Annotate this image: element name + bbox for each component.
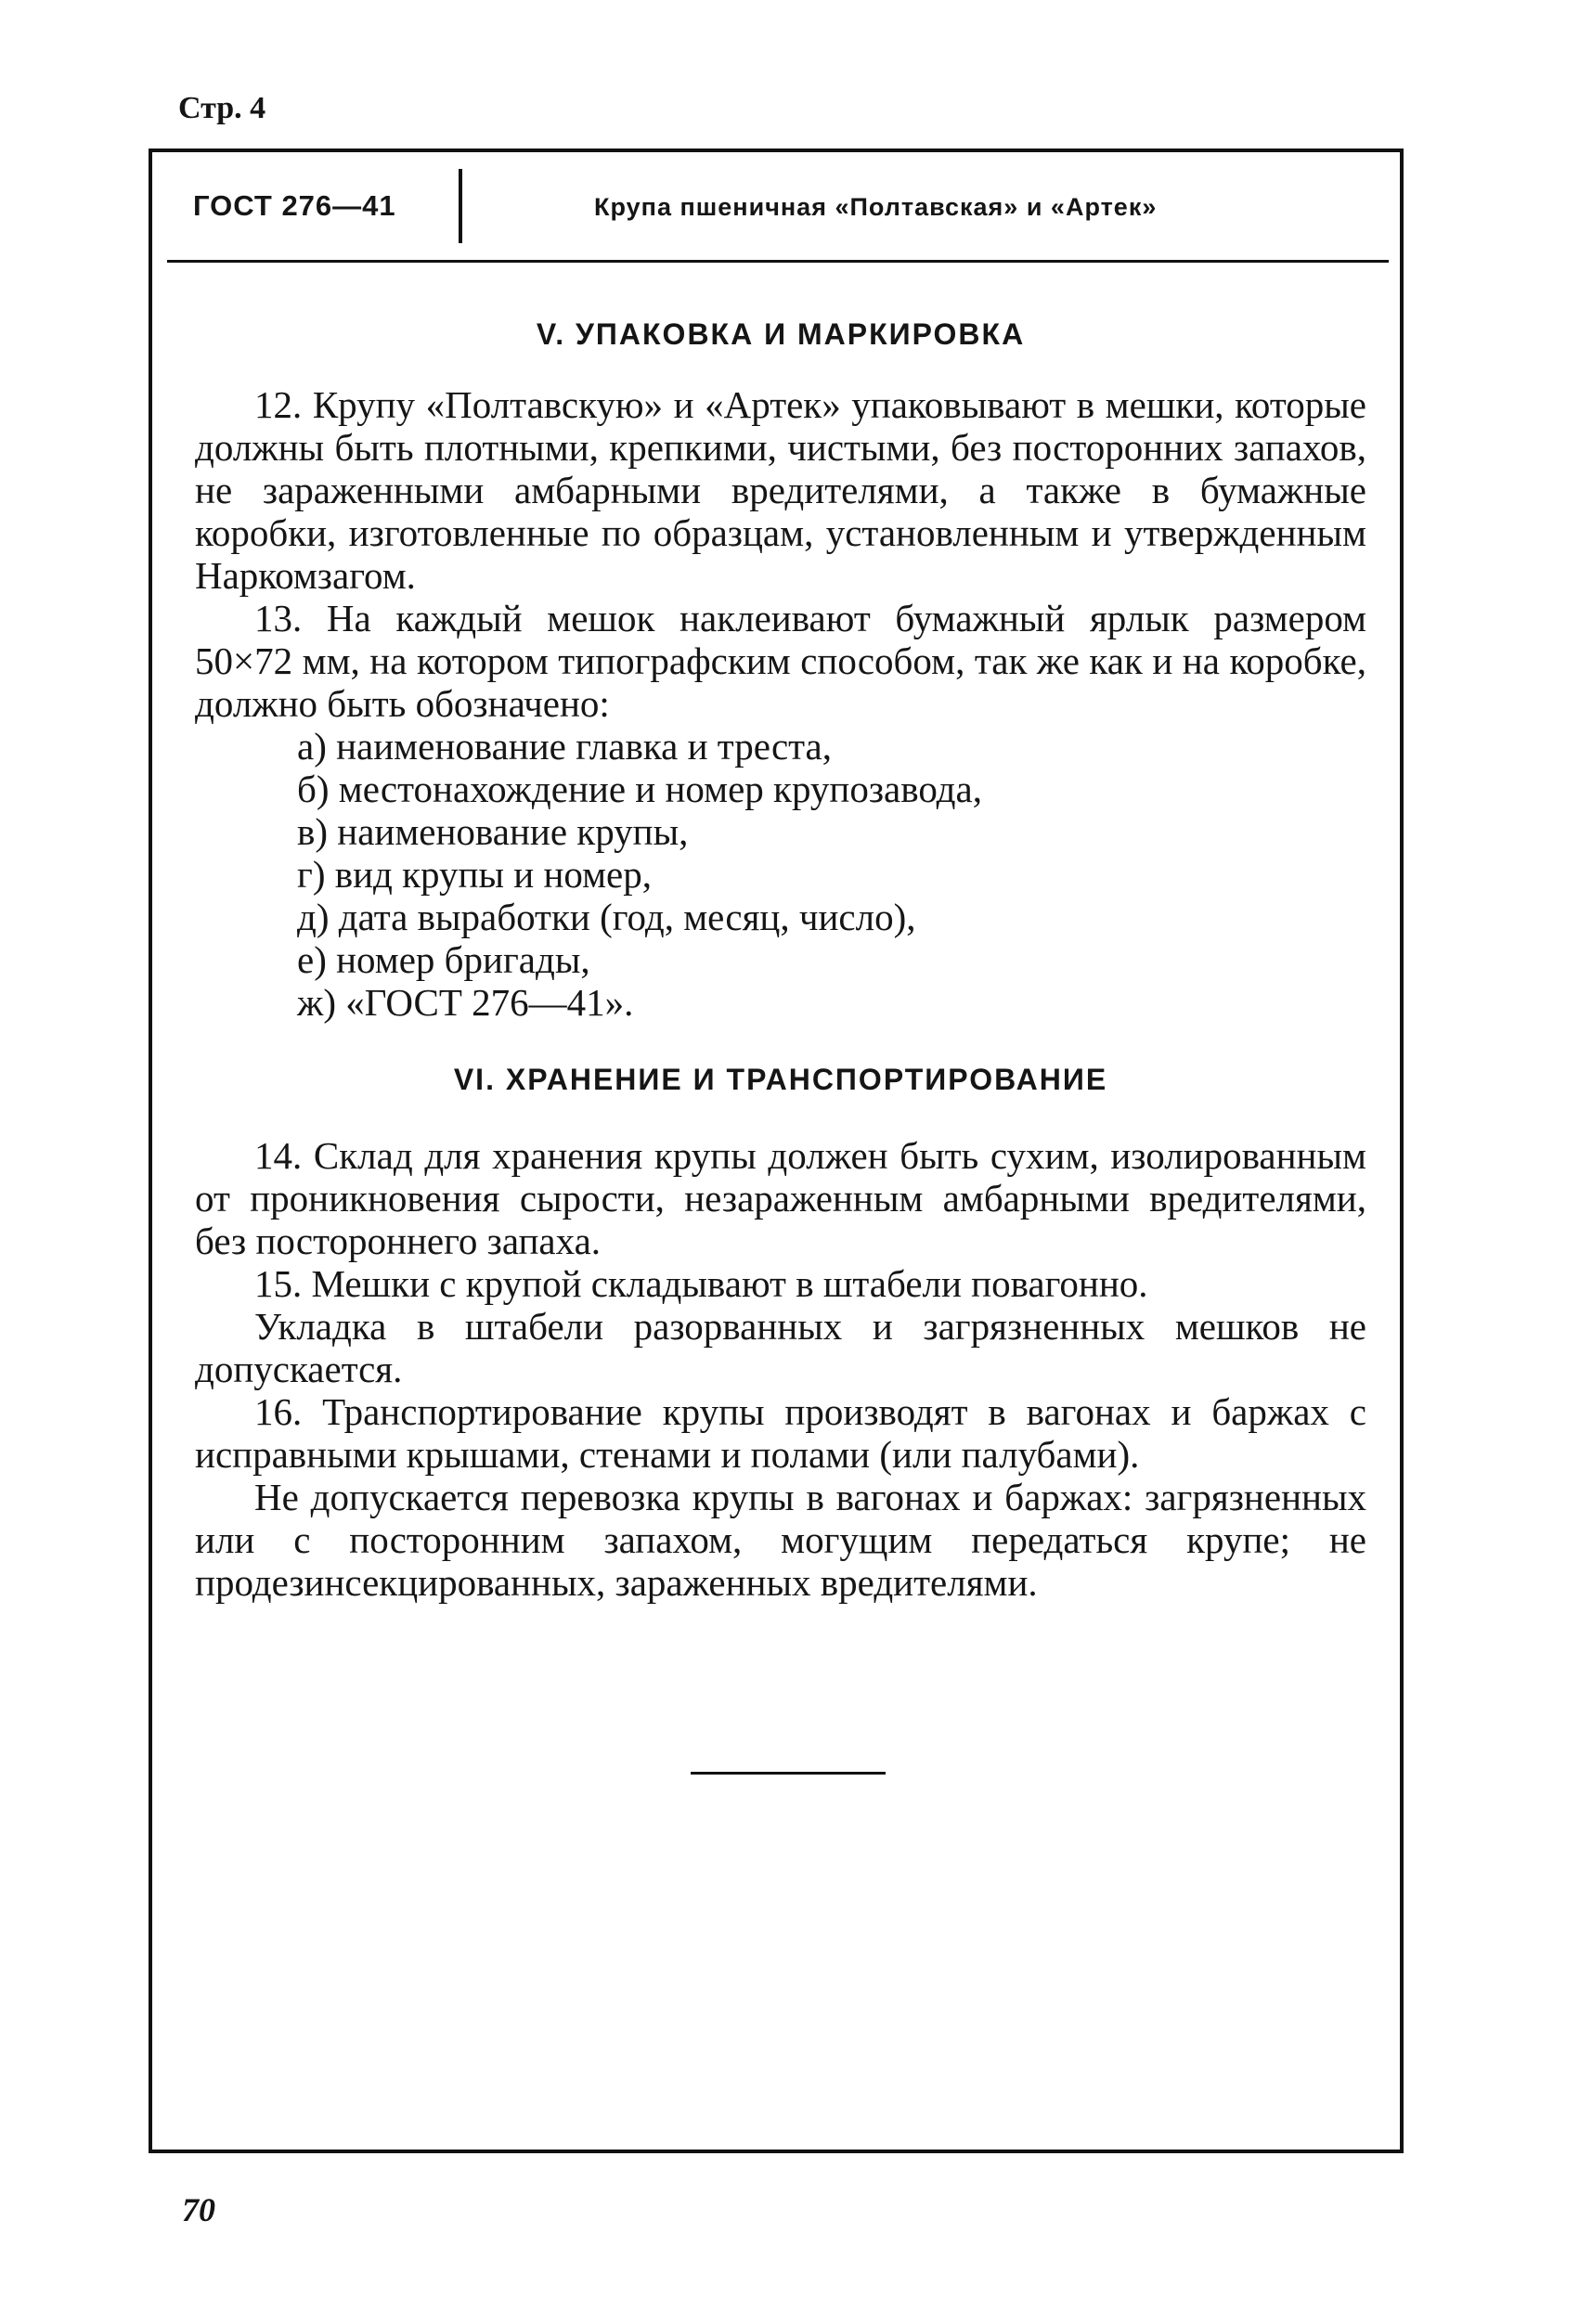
list-item: ж) «ГОСТ 276—41». (297, 981, 634, 1024)
list-item: е) номер бригады, (297, 938, 590, 981)
section-title-storage: VI. ХРАНЕНИЕ И ТРАНСПОРТИРОВАНИЕ (453, 1063, 1108, 1096)
document-title: Крупа пшеничная «Полтавская» и «Артек» (594, 193, 1158, 221)
paragraph-13: 13. На каждый мешок наклеивают бумажный ярлык размером 50×72 мм, на котором типографским способом, так же как и на коробке, должно быть обозначено: (195, 597, 1366, 725)
list-item: а) наименование главка и треста, (297, 725, 833, 768)
page-frame (149, 148, 1404, 2153)
paragraph-15-continued: Укладка в штабели разорванных и загрязненных мешков не допускается. (195, 1305, 1366, 1390)
header-divider (459, 169, 462, 243)
label-items-list (195, 725, 1366, 1024)
paragraph-12: 12. Крупу «Полтавскую» и «Артек» упаковывают в мешки, которые должны быть плотными, крепкими, чистыми, без посторонних запахов, не зараженными амбарными вредителями, а также в бумажные коробки, изготовленные по образцам, установленным и утвержденным Наркомзагом. (195, 383, 1366, 597)
list-item: в) наименование крупы, (297, 810, 689, 853)
list-item: б) местонахождение и номер крупозавода, (297, 768, 982, 810)
paragraph-15: 15. Мешки с крупой складывают в штабели повагонно. (254, 1262, 1148, 1305)
page-number: 70 (182, 2191, 215, 2228)
document-body (195, 301, 1366, 1604)
section-title-packaging: V. УПАКОВКА И МАРКИРОВКА (536, 317, 1026, 351)
paragraph-16: 16. Транспортирование крупы производят в вагонах и баржах с исправными крышами, стенами и полами (или палубами). (195, 1390, 1366, 1476)
document-header (152, 152, 1400, 264)
standard-number: ГОСТ 276—41 (193, 189, 396, 222)
page-label: Стр. 4 (178, 91, 266, 125)
paragraph-14: 14. Склад для хранения крупы должен быть сухим, изолированным от проникновения сырости, незараженным амбарными вредителями, без постороннего запаха. (195, 1134, 1366, 1262)
end-rule (691, 1772, 886, 1775)
list-item: д) дата выработки (год, месяц, число), (297, 896, 916, 938)
header-rule (167, 260, 1389, 263)
paragraph-16-continued: Не допускается перевозка крупы в вагонах и баржах: загрязненных или с посторонним запахом, могущим передаться крупе; не продезинсекцированных, зараженных вредителями. (195, 1476, 1366, 1604)
list-item: г) вид крупы и номер, (297, 853, 652, 896)
